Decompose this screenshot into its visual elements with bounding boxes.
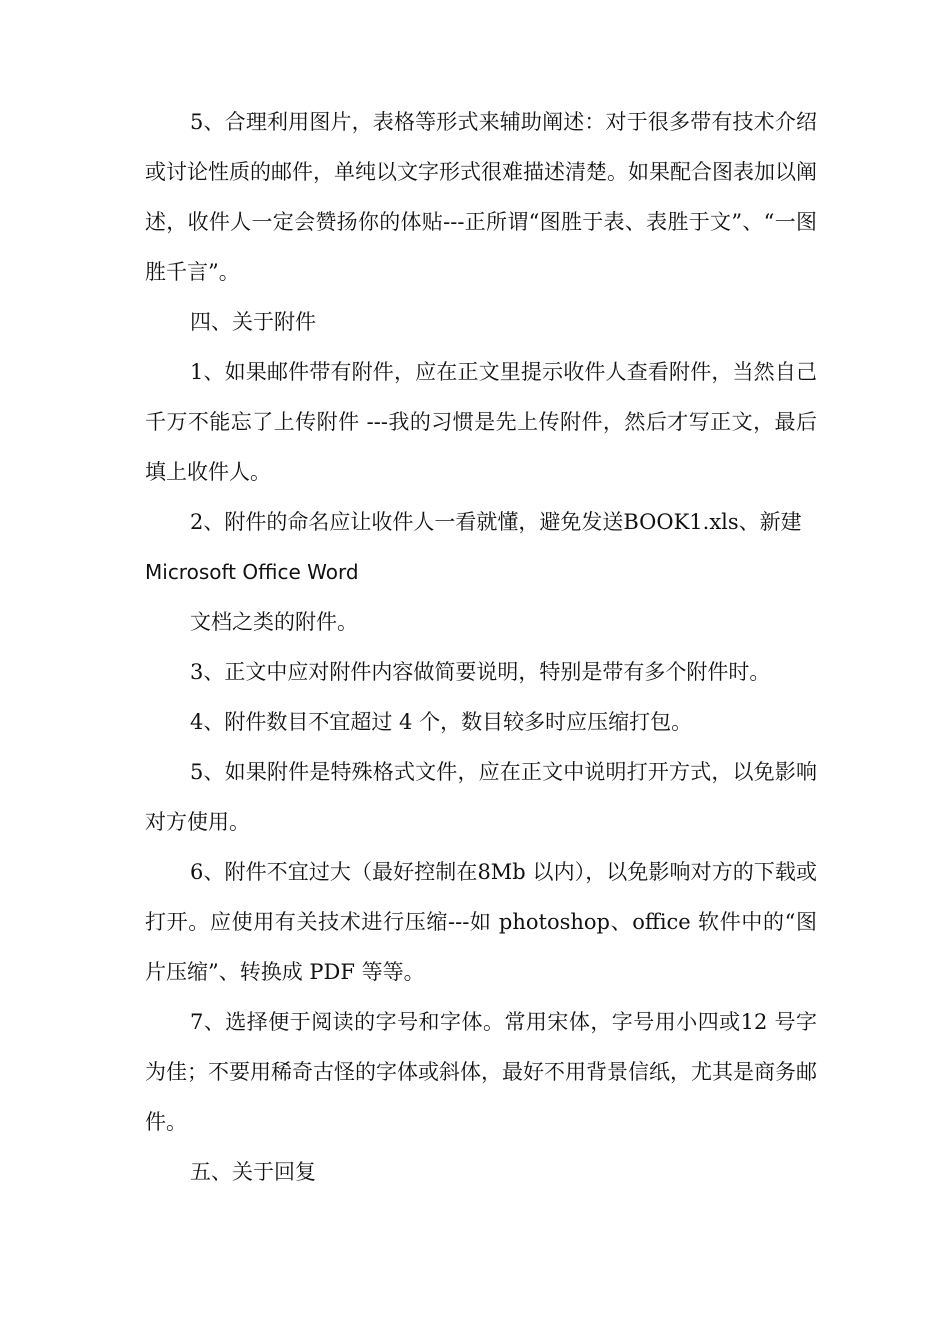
paragraph-font-choice: 7、选择便于阅读的字号和字体。常用宋体，字号用小四或12 号字为佳；不要用稀奇古怪的字体或斜体，最好不用背景信纸，尤其是商务邮件。 bbox=[145, 1010, 817, 1134]
section-heading-attachments: 四、关于附件 bbox=[190, 310, 316, 334]
document-body bbox=[145, 97, 817, 1197]
paragraph-attachment-format: 5、如果附件是特殊格式文件，应在正文中说明打开方式，以免影响对方使用。 bbox=[145, 760, 817, 834]
paragraph-attachment-description: 3、正文中应对附件内容做简要说明，特别是带有多个附件时。 bbox=[190, 660, 771, 684]
paragraph-attachment-naming: 2、附件的命名应让收件人一看就懂，避免发送BOOK1.xls、新建 bbox=[190, 510, 802, 534]
paragraph-attachment-reminder: 1、如果邮件带有附件，应在正文里提示收件人查看附件，当然自己千万不能忘了上传附件 ---我的习惯是先上传附件，然后才写正文，最后填上收件人。 bbox=[145, 360, 817, 484]
section-heading-replies: 五、关于回复 bbox=[190, 1160, 316, 1184]
paragraph-attachment-size: 6、附件不宜过大（最好控制在8Mb 以内），以免影响对方的下载或打开。应使用有关技术进行压缩---如 photoshop、office 软件中的“图片压缩”、转换成 PDF 等等。 bbox=[145, 860, 817, 984]
paragraph-images-tables: 5、合理利用图片，表格等形式来辅助阐述：对于很多带有技术介绍或讨论性质的邮件，单纯以文字形式很难描述清楚。如果配合图表加以阐述，收件人一定会赞扬你的体贴---正所谓“图胜于表、表胜于文”、“一图胜千言”。 bbox=[145, 110, 817, 284]
paragraph-attachment-naming-end: 文档之类的附件。 bbox=[190, 610, 358, 634]
paragraph-attachment-naming-continued: Microsoft Office Word bbox=[145, 560, 359, 584]
paragraph-attachment-count: 4、附件数目不宜超过 4 个，数目较多时应压缩打包。 bbox=[190, 710, 693, 734]
